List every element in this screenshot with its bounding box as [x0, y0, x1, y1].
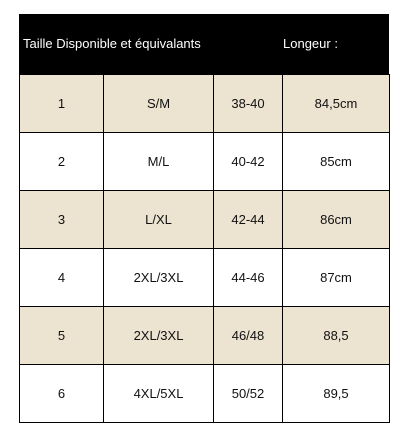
row-number-cell: 1: [20, 75, 104, 133]
size-table: [19, 74, 390, 423]
eu-size-cell: 50/52: [214, 365, 283, 423]
eu-size-cell: 42-44: [214, 191, 283, 249]
row-number-cell: 4: [20, 249, 104, 307]
size-chart: [19, 14, 389, 423]
length-cell: 85cm: [283, 133, 390, 191]
length-cell: 86cm: [283, 191, 390, 249]
table-row: [20, 133, 390, 191]
header-available-sizes-label: Taille Disponible et équivalants: [23, 36, 201, 51]
size-cell: L/XL: [104, 191, 214, 249]
row-number-cell: 3: [20, 191, 104, 249]
eu-size-cell: 44-46: [214, 249, 283, 307]
header-length-label: Longeur :: [283, 36, 338, 51]
size-cell: M/L: [104, 133, 214, 191]
length-cell: 88,5: [283, 307, 390, 365]
size-cell: S/M: [104, 75, 214, 133]
table-row: [20, 365, 390, 423]
row-number-cell: 6: [20, 365, 104, 423]
table-row: [20, 75, 390, 133]
table-row: [20, 249, 390, 307]
table-row: [20, 191, 390, 249]
eu-size-cell: 46/48: [214, 307, 283, 365]
size-cell: 2XL/3XL: [104, 307, 214, 365]
eu-size-cell: 38-40: [214, 75, 283, 133]
row-number-cell: 5: [20, 307, 104, 365]
table-row: [20, 307, 390, 365]
eu-size-cell: 40-42: [214, 133, 283, 191]
length-cell: 84,5cm: [283, 75, 390, 133]
length-cell: 87cm: [283, 249, 390, 307]
size-chart-header: [19, 14, 389, 74]
row-number-cell: 2: [20, 133, 104, 191]
size-cell: 2XL/3XL: [104, 249, 214, 307]
length-cell: 89,5: [283, 365, 390, 423]
size-cell: 4XL/5XL: [104, 365, 214, 423]
